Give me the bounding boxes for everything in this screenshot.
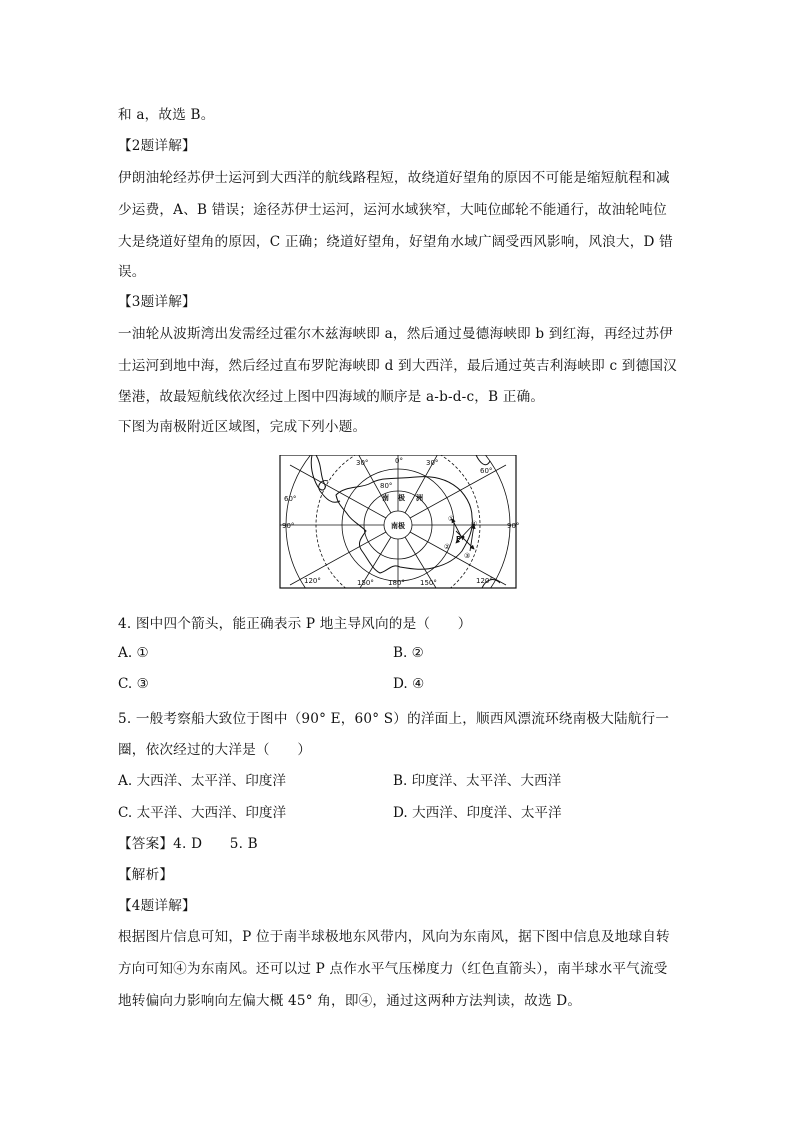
- option-letter: A.: [118, 773, 133, 789]
- lon-label-120w: 120°: [304, 577, 321, 585]
- option-letter: D.: [393, 676, 408, 692]
- label-ji: 极: [398, 494, 405, 502]
- q2-line: 误。: [118, 264, 146, 280]
- lon-label-0: 0°: [395, 457, 403, 465]
- option-text: 太平洋、大西洋、印度洋: [136, 805, 287, 821]
- option-letter: C.: [118, 805, 133, 821]
- answer-line: 【答案】4. D 5. B: [118, 836, 258, 852]
- q5-stem-line: 圈，依次经过的大洋是（ ）: [118, 742, 312, 758]
- lat-label-80: 80°: [380, 482, 393, 490]
- option-letter: C.: [118, 676, 133, 692]
- q4-detail-line: 方向可知④为东南风。还可以过 P 点作水平气压梯度力（红色直箭头），南半球水平气流受: [118, 961, 668, 977]
- q4-option-c[interactable]: [118, 676, 149, 692]
- map-intro: 下图为南极附近区域图，完成下列小题。: [118, 419, 367, 435]
- pole-label: 南极: [391, 522, 405, 530]
- point-p-label: P: [456, 535, 462, 543]
- option-letter: B.: [393, 645, 408, 661]
- q3-heading: 【3题详解】: [118, 294, 196, 310]
- q4-option-b[interactable]: [393, 645, 424, 661]
- option-text: 大西洋、印度洋、太平洋: [412, 805, 562, 821]
- q4-option-a[interactable]: [118, 645, 149, 661]
- lon-label-120e: 120°: [476, 577, 493, 585]
- q4-option-d[interactable]: [393, 676, 424, 692]
- q3-line: 士运河到地中海，然后经过直布罗陀海峡即 d 到大西洋，最后通过英吉利海峡即 c 到德国汉: [118, 358, 677, 374]
- arrow-label-3: ③: [464, 552, 471, 560]
- q4-stem: 4. 图中四个箭头，能正确表示 P 地主导风向的是（ ）: [118, 616, 472, 632]
- option-text: ②: [411, 645, 424, 661]
- arrow-label-1: ①: [448, 515, 455, 523]
- q5-option-d[interactable]: [393, 801, 562, 821]
- q3-line: 一油轮从波斯湾出发需经过霍尔木兹海峡即 a，然后通过曼德海峡即 b 到红海，再经过苏伊: [118, 326, 673, 342]
- lon-label-150w: 150°: [357, 579, 374, 587]
- option-text: ④: [412, 676, 425, 692]
- point-p-dot: [462, 536, 465, 539]
- option-letter: B.: [393, 773, 408, 789]
- arrow-label-4: ④: [471, 520, 478, 528]
- q3-line: 堡港，故最短航线依次经过上图中四海域的顺序是 a-b-d-c，B 正确。: [118, 389, 545, 405]
- arrow-label-2: ②: [444, 543, 451, 551]
- q2-line: 大是绕道好望角的原因，C 正确；绕道好望角，好望角水域广阔受西风影响，风浪大，D 错: [118, 234, 673, 250]
- lon-label-150e: 150°: [420, 579, 437, 587]
- q4-detail-heading: 【4题详解】: [118, 898, 196, 914]
- q5-option-a[interactable]: [118, 769, 286, 789]
- option-text: ①: [136, 645, 149, 661]
- intro-line: 和 a，故选 B。: [118, 107, 215, 123]
- lon-label-30e: 30°: [426, 459, 439, 467]
- option-text: ③: [136, 676, 149, 692]
- antarctica-map: [276, 455, 520, 589]
- q2-heading: 【2题详解】: [118, 138, 196, 154]
- lon-label-60w: 60°: [284, 495, 297, 503]
- q5-option-b[interactable]: [393, 769, 561, 789]
- q4-detail-line: 地转偏向力影响向左偏大概 45° 角，即④，通过这两种方法判读，故选 D。: [118, 993, 582, 1009]
- lon-label-90w: 90°: [282, 522, 295, 530]
- analysis-heading: 【解析】: [118, 867, 174, 883]
- lon-label-180: 180°: [388, 579, 405, 587]
- lon-label-30w: 30°: [356, 459, 369, 467]
- q2-line: 少运费，A、B 错误；途径苏伊士运河，运河水域狭窄，大吨位邮轮不能通行，故油轮吨位: [118, 202, 667, 218]
- lon-label-90e: 90°: [507, 522, 520, 530]
- lon-label-60e: 60°: [480, 467, 493, 475]
- q5-option-c[interactable]: [118, 801, 286, 821]
- label-nan: 南: [382, 494, 389, 502]
- q5-stem-line: 5. 一般考察船大致位于图中（90° E，60° S）的洋面上，顺西风漂流环绕南极大陆航行一: [118, 711, 670, 727]
- q4-detail-line: 根据图片信息可知，P 位于南半球极地东风带内，风向为东南风，据下图中信息及地球自转: [118, 929, 670, 945]
- option-text: 印度洋、太平洋、大西洋: [411, 773, 562, 789]
- option-letter: D.: [393, 805, 408, 821]
- option-text: 大西洋、太平洋、印度洋: [136, 773, 286, 789]
- option-letter: A.: [118, 645, 133, 661]
- label-zhou: 洲: [416, 494, 423, 502]
- q2-line: 伊朗油轮经苏伊士运河到大西洋的航线路程短，故绕道好望角的原因不可能是缩短航程和减: [118, 170, 670, 186]
